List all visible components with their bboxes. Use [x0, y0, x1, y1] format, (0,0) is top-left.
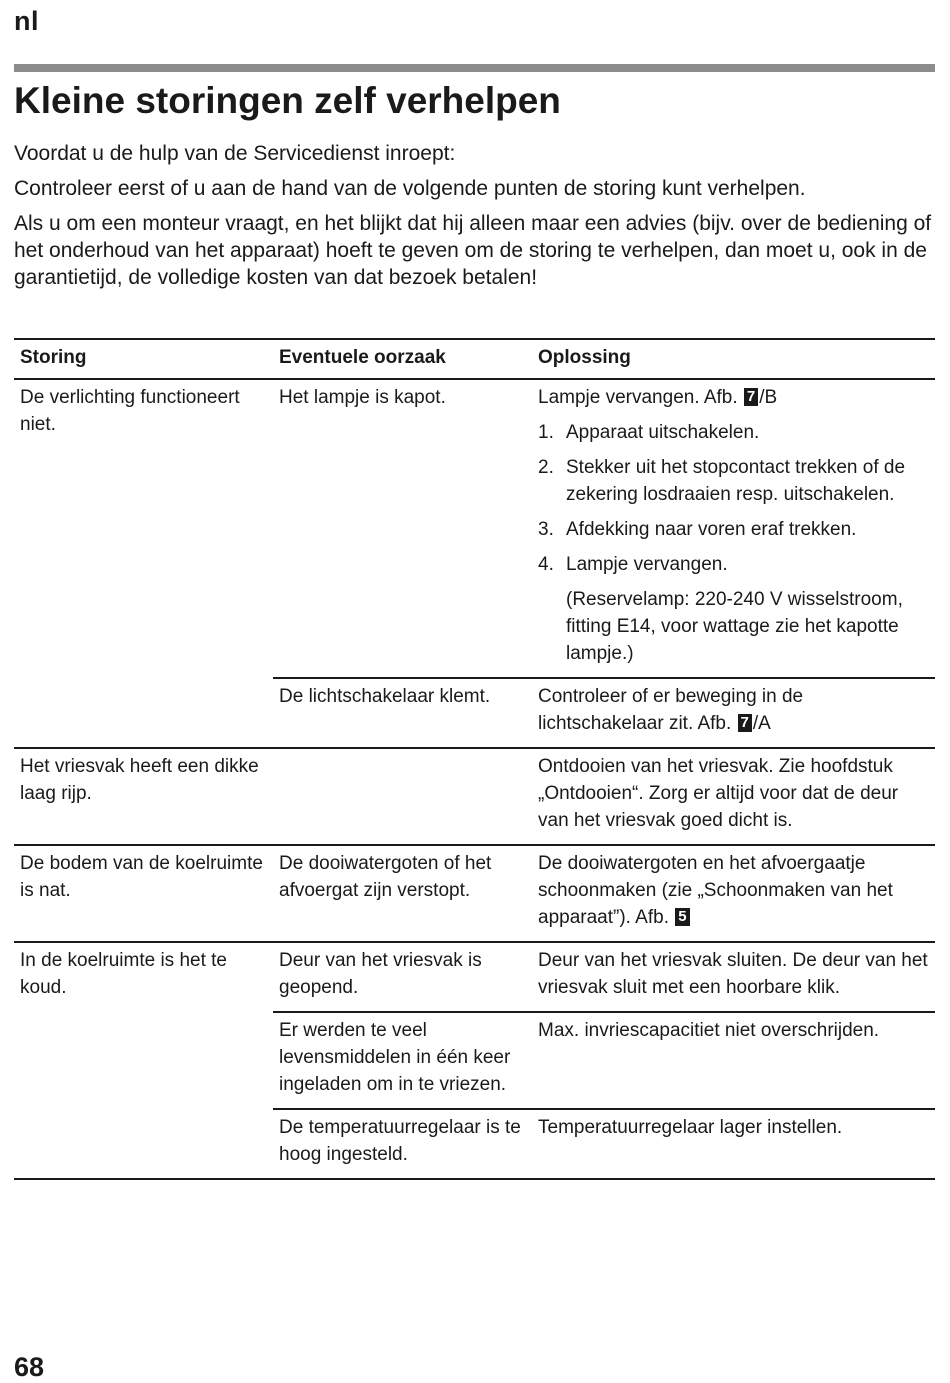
- list-item: 1. Apparaat uitschakelen.: [538, 422, 760, 443]
- column-header-oplossing: Oplossing: [532, 339, 935, 379]
- oorzaak-cell: De dooiwatergoten of het afvoergat zijn verstopt.: [273, 845, 532, 942]
- column-header-oorzaak: Eventuele oorzaak: [273, 339, 532, 379]
- page-title: Kleine storingen zelf verhelpen: [14, 80, 561, 121]
- figure-reference: 7: [738, 714, 752, 732]
- table-row: [14, 942, 935, 1012]
- oorzaak-cell: [273, 748, 532, 845]
- table-row: [14, 845, 935, 942]
- table-row: [14, 379, 935, 678]
- storing-cell: De bodem van de koelruimte is nat.: [14, 845, 273, 942]
- oplossing-cell: Max. invriescapacitiet niet overschrijden.: [532, 1012, 935, 1109]
- list-item: 2. Stekker uit het stopcontact trekken of de zekering losdraaien resp. uitschakelen.: [538, 457, 906, 505]
- figure-suffix: /A: [752, 713, 771, 734]
- storing-cell: In de koelruimte is het te koud.: [14, 942, 273, 1179]
- list-item: 3. Afdekking naar voren eraf trekken.: [538, 519, 857, 540]
- list-item: 4. Lampje vervangen.: [538, 554, 728, 575]
- storing-cell: Het vriesvak heeft een dikke laag rijp.: [14, 748, 273, 845]
- page-number: 68: [14, 1352, 45, 1382]
- oplossing-cell: Temperatuurregelaar lager instellen.: [532, 1109, 935, 1179]
- figure-reference: 7: [744, 388, 758, 406]
- figure-reference: 5: [675, 908, 689, 926]
- reserve-lamp-note: (Reservelamp: 220-240 V wisselstroom, fitting E14, voor wattage zie het kapotte lampje.): [566, 589, 903, 664]
- intro-text: [14, 140, 936, 299]
- figure-suffix: /B: [759, 387, 778, 408]
- oorzaak-cell: Deur van het vriesvak is geopend.: [273, 942, 532, 1012]
- intro-paragraph: Controleer eerst of u aan de hand van de volgende punten de storing kunt verhelpen.: [14, 177, 806, 200]
- language-label: nl: [14, 6, 39, 36]
- oplossing-cell: Ontdooien van het vriesvak. Zie hoofdstuk „Ontdooien“. Zorg er altijd voor dat de deur van het vriesvak goed dicht is.: [532, 748, 935, 845]
- oorzaak-cell: De lichtschakelaar klemt.: [273, 678, 532, 748]
- troubleshooting-table: [14, 338, 935, 1180]
- oplossing-text: Controleer of er beweging in de lichtschakelaar zit. Afb.: [538, 686, 804, 734]
- storing-cell: De verlichting functioneert niet.: [20, 387, 240, 435]
- oplossing-text: De dooiwatergoten en het afvoergaatje schoonmaken (zie „Schoonmaken van het apparaat”). Afb.: [538, 853, 893, 928]
- table-row: [14, 748, 935, 845]
- table-header-row: [14, 339, 935, 379]
- column-header-storing: Storing: [14, 339, 273, 379]
- oplossing-cell: [532, 379, 935, 678]
- oplossing-text: Lampje vervangen. Afb.: [538, 387, 738, 408]
- oplossing-cell: Deur van het vriesvak sluiten. De deur van het vriesvak sluit met een hoorbare klik.: [532, 942, 935, 1012]
- intro-paragraph: Voordat u de hulp van de Servicedienst inroept:: [14, 142, 456, 165]
- oorzaak-cell: De temperatuurregelaar is te hoog ingesteld.: [273, 1109, 532, 1179]
- oplossing-cell: [532, 845, 935, 942]
- steps-list: [538, 419, 929, 578]
- intro-paragraph: Als u om een monteur vraagt, en het blijkt dat hij alleen maar een advies (bijv. over de bediening of het onderhoud van het apparaat) hoeft te geven om de storing te verhelpen, dan moet u, ook in de garantietijd, de volledige kosten van dat bezoek betalen!: [14, 212, 932, 289]
- oorzaak-cell: Er werden te veel levensmiddelen in één keer ingeladen om in te vriezen.: [273, 1012, 532, 1109]
- header-rule: [14, 64, 935, 72]
- oplossing-cell: [532, 678, 935, 748]
- oorzaak-cell: Het lampje is kapot.: [279, 387, 446, 408]
